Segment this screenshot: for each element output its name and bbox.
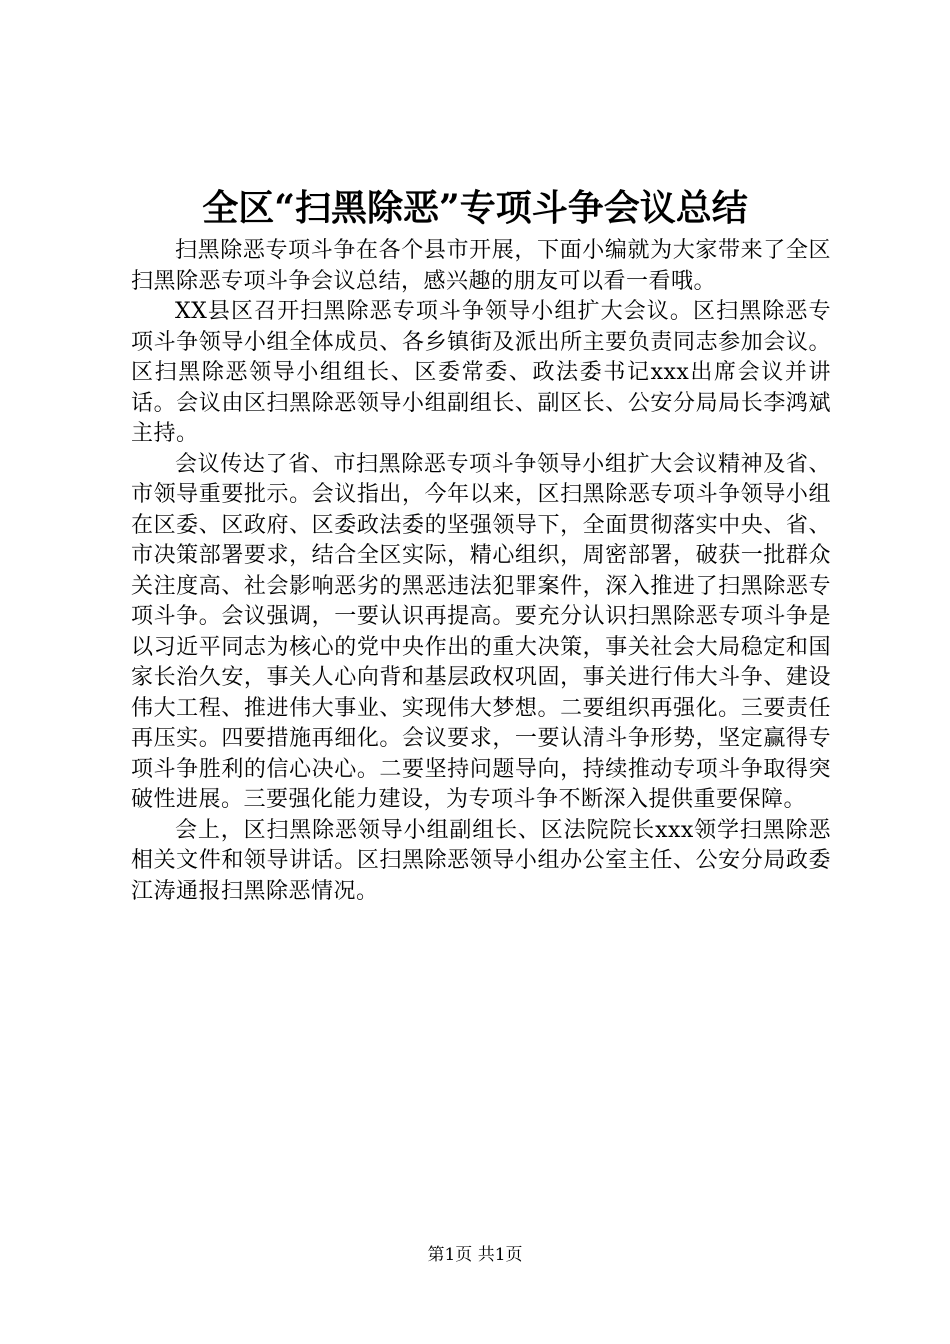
page-number-footer: 第1页 共1页 [427,1245,523,1265]
paragraph-closing: 会上，区扫黑除恶领导小组副组长、区法院院长xxx领学扫黑除恶相关文件和领导讲话。区扫黑除恶领导小组办公室主任、公安分局政委江涛通报扫黑除恶情况。 [131,817,831,904]
paragraph-meeting: XX县区召开扫黑除恶专项斗争领导小组扩大会议。区扫黑除恶专项斗争领导小组全体成员、各乡镇街及派出所主要负责同志参加会议。区扫黑除恶领导小组组长、区委常委、政法委书记xxx出席会议并讲话。会议由区扫黑除恶领导小组副组长、副区长、公安分局局长李鸿斌主持。 [131,299,831,446]
paragraph-intro: 扫黑除恶专项斗争在各个县市开展，下面小编就为大家带来了全区扫黑除恶专项斗争会议总结，感兴趣的朋友可以看一看哦。 [131,238,831,294]
document-body [131,236,831,907]
page-title: 全区“扫黑除恶”专项斗争会议总结 [202,187,748,229]
paragraph-content: 会议传达了省、市扫黑除恶专项斗争领导小组扩大会议精神及省、市领导重要批示。会议指出，今年以来，区扫黑除恶专项斗争领导小组在区委、区政府、区委政法委的坚强领导下，全面贯彻落实中央、省、市决策部署要求，结合全区实际，精心组织，周密部署，破获一批群众关注度高、社会影响恶劣的黑恶违法犯罪案件，深入推进了扫黑除恶专项斗争。会议强调，一要认识再提高。要充分认识扫黑除恶专项斗争是以习近平同志为核心的党中央作出的重大决策，事关社会大局稳定和国家长治久安，事关人心向背和基层政权巩固，事关进行伟大斗争、建设伟大工程、推进伟大事业、实现伟大梦想。二要组织再强化。三要责任再压实。四要措施再细化。会议要求，一要认清斗争形势，坚定赢得专项斗争胜利的信心决心。二要坚持问题导向，持续推动专项斗争取得突破性进展。三要强化能力建设，为专项斗争不断深入提供重要保障。 [131,451,831,812]
